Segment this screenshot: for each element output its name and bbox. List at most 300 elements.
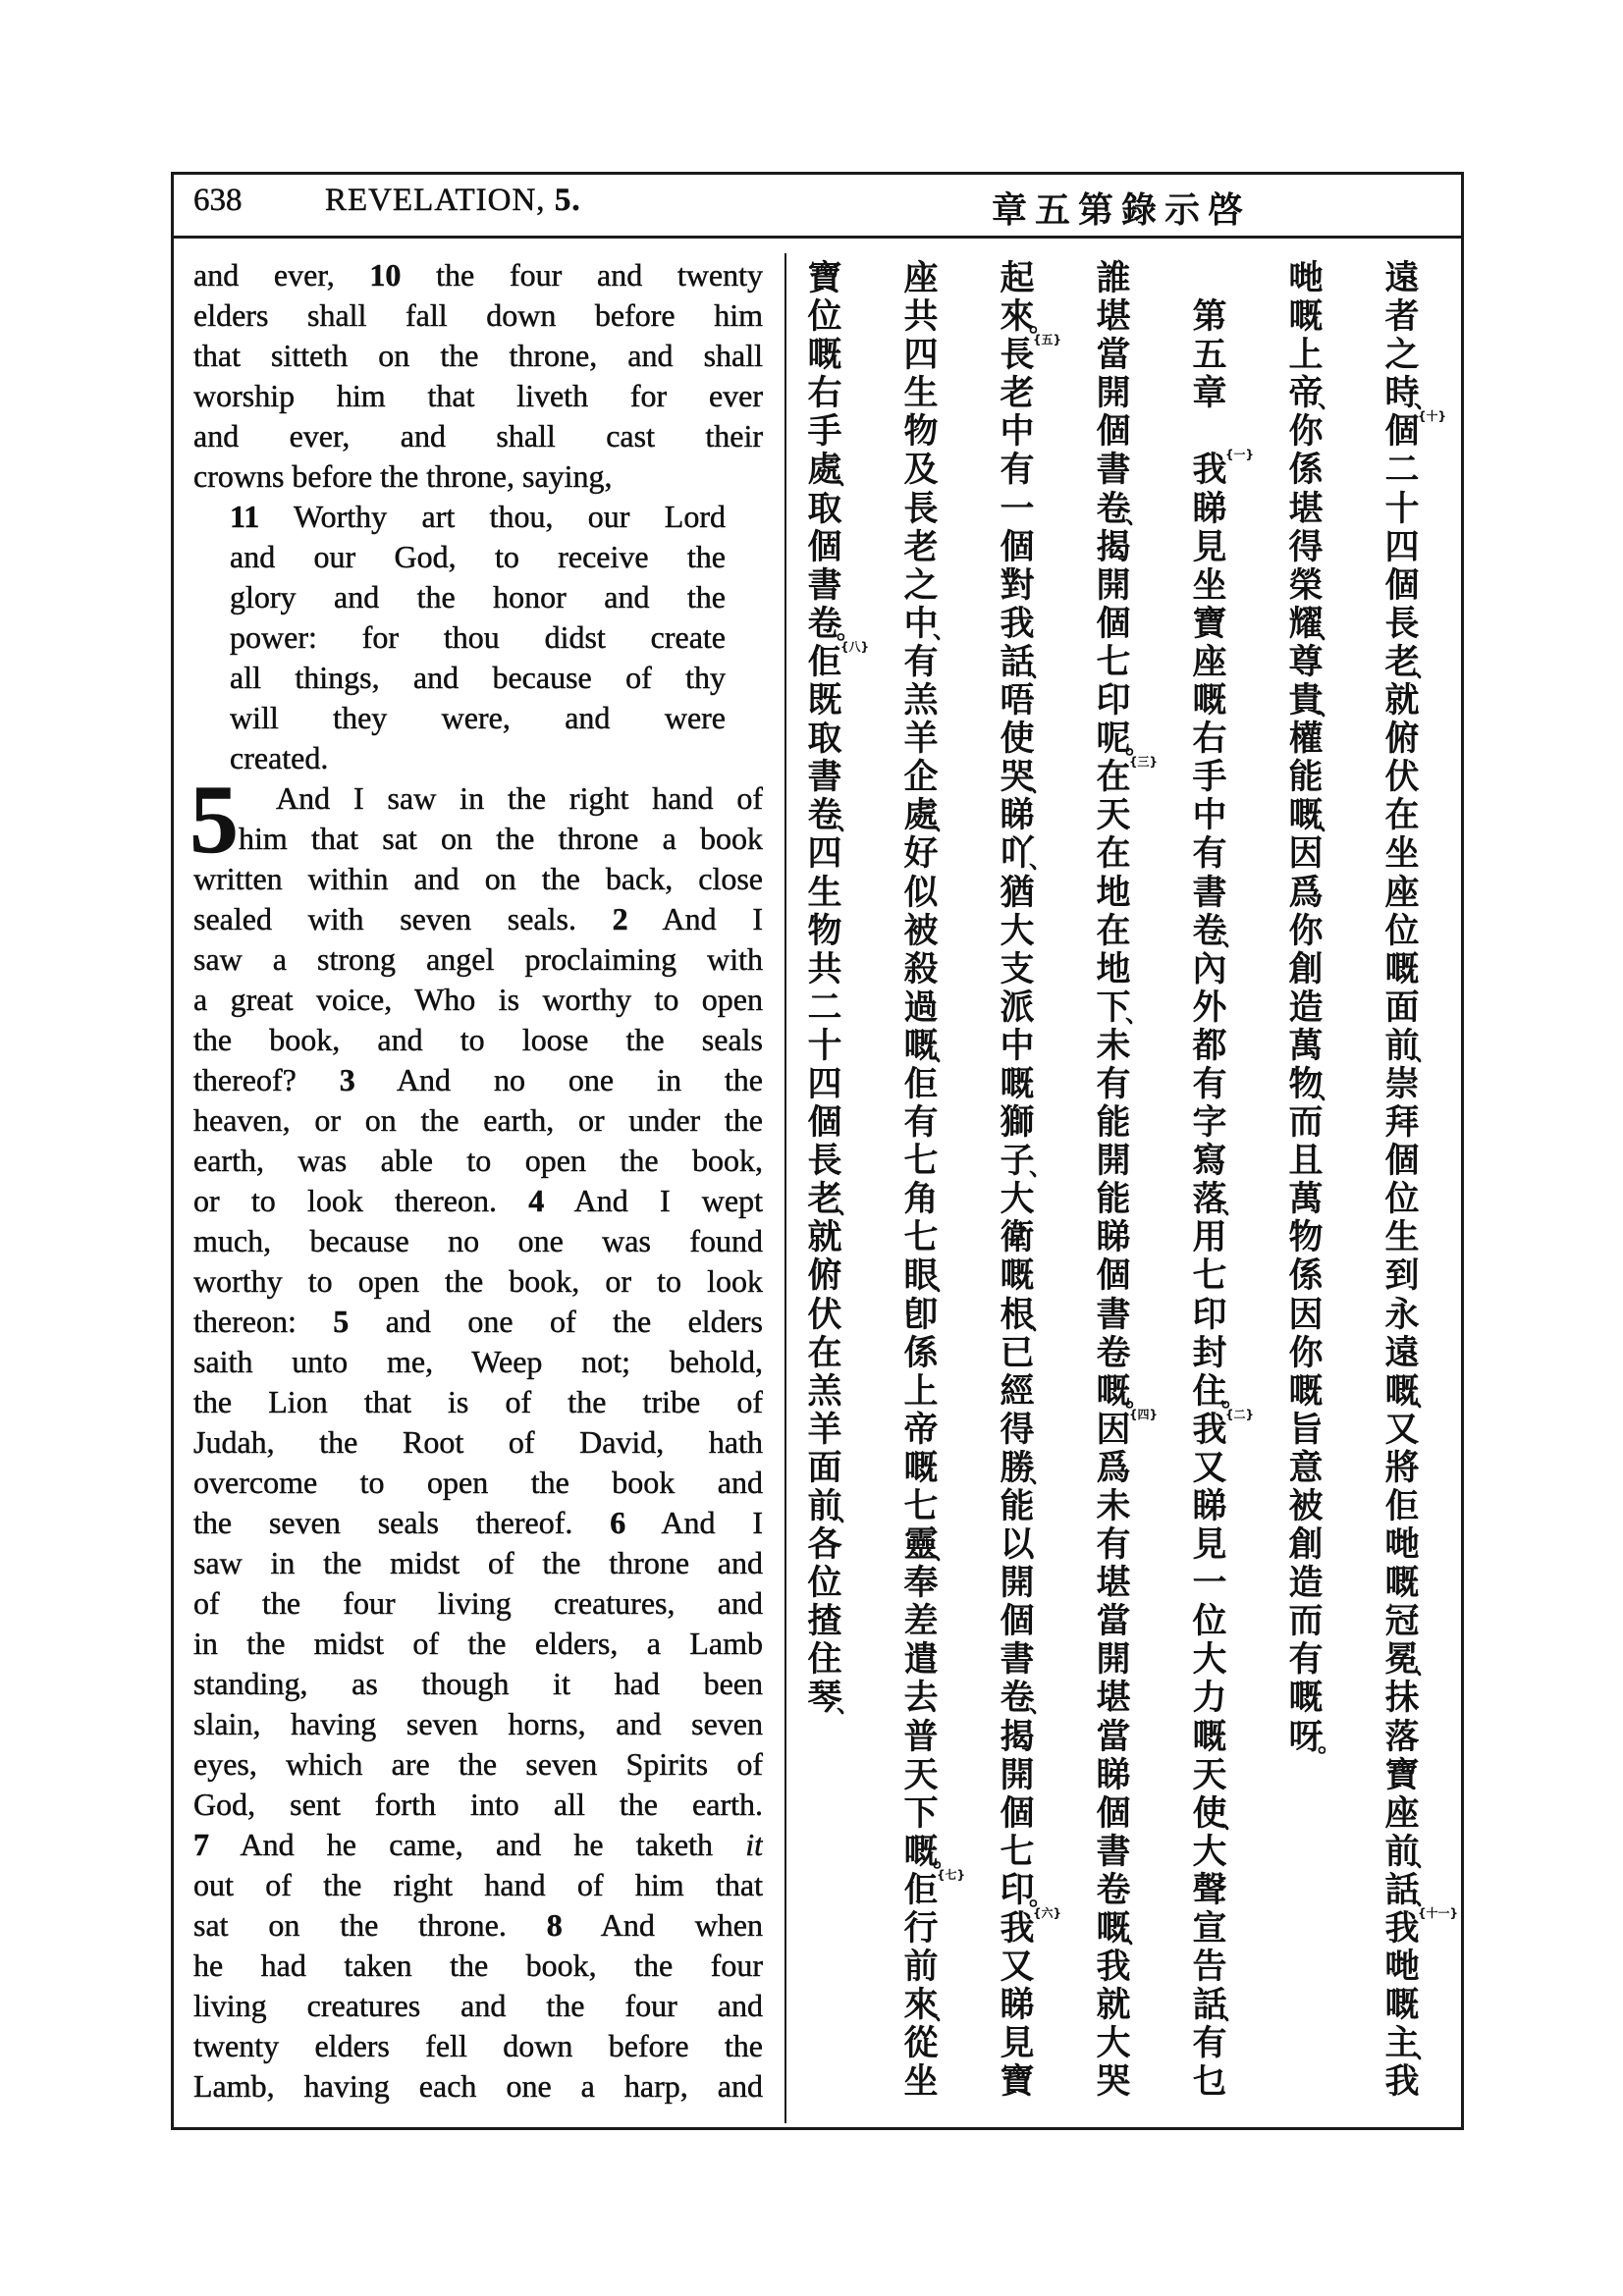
chinese-char [1092, 1407, 1159, 1450]
chinese-char [803, 375, 846, 413]
char-glyph: 造 [1288, 1564, 1324, 1604]
char-glyph: 告 [1192, 1948, 1227, 1988]
chinese-char [1188, 1335, 1231, 1373]
char-glyph: 創 [1288, 949, 1324, 989]
chinese-char [996, 951, 1039, 989]
chinese-char [803, 1180, 860, 1220]
chinese-char [1092, 1219, 1135, 1257]
char-glyph: 佢 [903, 1064, 939, 1104]
char-glyph: 坐 [1384, 834, 1420, 875]
chinese-char [1188, 448, 1255, 491]
char-glyph: 話 [1000, 642, 1035, 682]
char-glyph: 嘅 [1384, 949, 1420, 989]
char-glyph: 得 [1288, 527, 1324, 567]
char-glyph: 似 [903, 873, 939, 913]
char-glyph: 有 [1192, 834, 1227, 875]
full-stop-mark: 。 [1029, 309, 1053, 338]
chinese-char [1188, 1066, 1231, 1104]
char-glyph: 使 [1000, 720, 1035, 760]
chinese-char [996, 721, 1039, 759]
chinese-char [1380, 491, 1424, 529]
chinese-char [1380, 337, 1424, 375]
char-glyph: 處 [807, 451, 842, 491]
chinese-char [899, 796, 956, 836]
char-glyph: 上 [903, 1371, 939, 1412]
char-glyph: 到 [1384, 1256, 1420, 1297]
char-glyph: 當 [1096, 336, 1131, 376]
text-line [193, 980, 763, 1020]
char-glyph: 揭 [1000, 1717, 1035, 1757]
chinese-char [1284, 1335, 1327, 1373]
char-glyph: 就 [1384, 681, 1420, 721]
char-glyph: 既 [807, 681, 842, 721]
char-glyph: 冕 [1384, 1640, 1420, 1681]
frame-right-rule [1461, 172, 1464, 2130]
char-glyph: 我 [1000, 1909, 1035, 1949]
full-stop-mark: 。 [1318, 1729, 1341, 1757]
chinese-char [1380, 1219, 1424, 1257]
comma-mark: 、 [837, 1192, 860, 1220]
chinese-char [1092, 1450, 1135, 1488]
char-glyph: 帝 [1288, 374, 1324, 414]
chinese-char [899, 529, 943, 567]
char-glyph: 生 [1384, 1218, 1420, 1258]
char-glyph: 未 [1096, 1026, 1131, 1066]
text-line [193, 1664, 763, 1704]
char-glyph: 個 [807, 1103, 842, 1144]
text-run: that sitteth on the throne, and shall [193, 338, 763, 373]
chinese-char [996, 491, 1039, 529]
chinese-char [899, 1297, 943, 1335]
comma-mark: 、 [933, 808, 956, 836]
chinese-char [1188, 1910, 1231, 1949]
chinese-char [899, 951, 943, 989]
chinese-char [996, 567, 1039, 606]
char-glyph: 物 [807, 911, 842, 951]
char-glyph: 見 [1000, 2024, 1035, 2064]
chinese-char [996, 333, 1062, 376]
char-glyph: 睇 [1000, 1986, 1035, 2026]
chinese-char [1092, 375, 1135, 413]
text-line [193, 1261, 763, 1302]
chinese-char [1188, 911, 1245, 951]
italic-word: it [745, 1827, 763, 1862]
char-glyph: 佢 [903, 1870, 939, 1910]
chinese-char [1092, 1181, 1135, 1219]
char-glyph: 個 [1384, 565, 1420, 606]
chinese-char [1092, 1066, 1135, 1104]
chinese-char [1188, 2025, 1231, 2063]
char-glyph: 羊 [903, 720, 939, 760]
chinese-char [1284, 1526, 1327, 1565]
chinese-char [996, 1104, 1039, 1143]
char-glyph: 嘅 [1288, 1679, 1324, 1719]
char-glyph: 因 [1288, 1295, 1324, 1335]
chinese-char [899, 1256, 956, 1297]
char-glyph: 我 [1384, 1909, 1420, 1949]
text-line [193, 1302, 763, 1342]
chinese-char [996, 529, 1039, 567]
char-glyph: 在 [1096, 911, 1131, 951]
comma-mark: 、 [933, 1537, 956, 1566]
char-glyph: 話 [1384, 1870, 1420, 1910]
text-line [193, 1986, 763, 2026]
chinese-char [899, 298, 943, 337]
chinese-char [1092, 682, 1135, 721]
comma-mark: 、 [1414, 1882, 1437, 1910]
verse-number: {四} [1129, 1407, 1159, 1421]
chinese-char [803, 298, 846, 337]
text-run: in the midst of the elders, a Lamb [193, 1626, 763, 1661]
char-glyph: 尊 [1288, 642, 1324, 682]
chinese-char [1092, 1987, 1135, 2025]
chinese-char [1188, 1641, 1231, 1680]
chinese-char [899, 1986, 956, 2026]
char-glyph: 又 [1384, 1410, 1420, 1450]
chinese-char [803, 1603, 846, 1641]
comma-mark: 、 [1221, 1192, 1245, 1220]
text-run: Judah, the Root of David, hath [193, 1424, 763, 1460]
chinese-char [899, 567, 943, 606]
char-glyph: 右 [1192, 720, 1227, 760]
chinese-char [1284, 1028, 1327, 1066]
text-run: will they were, and were [230, 700, 726, 735]
comma-mark: 、 [1414, 654, 1437, 682]
chinese-char [1284, 989, 1327, 1028]
char-glyph: 卽 [903, 1295, 939, 1335]
chinese-char [803, 1487, 860, 1526]
chapter-heading-char [1188, 337, 1231, 375]
char-glyph: 從 [903, 2024, 939, 2064]
chinese-char [803, 1104, 846, 1143]
char-glyph: 奉 [903, 1564, 939, 1604]
text-run: And I [625, 1505, 763, 1540]
char-glyph: 嘅 [1096, 1909, 1131, 1949]
char-glyph: 書 [807, 758, 842, 798]
text-run: And I wept [544, 1183, 763, 1218]
chinese-char [1284, 644, 1327, 682]
chinese-char [1092, 720, 1149, 760]
text-run: out of the right hand of him that [193, 1867, 763, 1902]
chinese-char [803, 875, 846, 913]
text-run: sealed with seven seals. [193, 901, 613, 936]
text-line [193, 1100, 763, 1141]
chinese-char [1092, 1757, 1135, 1795]
text-run: heaven, or on the earth, or under the [193, 1102, 763, 1138]
char-glyph: 抺 [1384, 1679, 1420, 1719]
chinese-char [899, 1867, 966, 1910]
char-glyph: 之 [1384, 336, 1420, 376]
chinese-char [1092, 1719, 1135, 1757]
text-line [193, 255, 763, 295]
chinese-char [1380, 1949, 1424, 1987]
text-run: saw in the midst of the throne and [193, 1545, 763, 1580]
char-glyph: 旨 [1288, 1410, 1324, 1450]
text-line [193, 899, 763, 939]
char-glyph: 獅 [1000, 1103, 1035, 1144]
char-glyph: 聲 [1192, 1870, 1227, 1910]
char-glyph: 前 [807, 1487, 842, 1526]
char-glyph: 處 [903, 796, 939, 836]
text-run: worship him that liveth for ever [193, 378, 763, 413]
text-line [193, 1463, 763, 1503]
chinese-char [1380, 1488, 1424, 1526]
char-glyph: 使 [1192, 1793, 1227, 1834]
chinese-char [1284, 1373, 1327, 1412]
chinese-char [1380, 1412, 1424, 1450]
char-glyph: 內 [1192, 949, 1227, 989]
chinese-char [1188, 875, 1231, 913]
char-glyph: 因 [1096, 1410, 1131, 1450]
char-glyph: 又 [1000, 1948, 1035, 1988]
chinese-char [996, 797, 1039, 835]
char-glyph: 十 [807, 1026, 842, 1066]
char-glyph: 章 [1192, 374, 1227, 414]
text-run: And no one in the [354, 1062, 763, 1097]
char-glyph: 位 [807, 1564, 842, 1604]
char-glyph: 個 [1000, 1793, 1035, 1834]
char-glyph: 主 [1384, 2024, 1420, 2064]
chinese-char [1188, 989, 1231, 1028]
chinese-char [1188, 1219, 1231, 1257]
char-glyph: 卷 [1096, 489, 1131, 529]
char-glyph: 吖 [1000, 834, 1035, 875]
comma-mark: 、 [1221, 1805, 1245, 1834]
char-glyph: 書 [1096, 451, 1131, 491]
char-glyph: 你 [1288, 1333, 1324, 1373]
char-glyph: 書 [1096, 1832, 1131, 1872]
char-glyph: 子 [1000, 1142, 1035, 1182]
comma-mark: 、 [1029, 846, 1053, 875]
comma-mark: 、 [1125, 501, 1149, 529]
char-glyph: 堪 [1096, 1679, 1131, 1719]
chinese-char [899, 913, 943, 951]
char-glyph: 中 [1192, 796, 1227, 836]
chinese-char [996, 1641, 1039, 1680]
verse-number: 8 [546, 1907, 563, 1943]
char-glyph: 我 [1192, 1410, 1227, 1450]
comma-mark: 、 [933, 1268, 956, 1297]
text-run: living creatures and the four and [193, 1988, 763, 2023]
char-glyph: 有 [1288, 1640, 1324, 1681]
chinese-char [1380, 1257, 1424, 1296]
chinese-char [996, 2025, 1039, 2063]
char-glyph: 俯 [1384, 720, 1420, 760]
chinese-char [1092, 529, 1135, 567]
char-glyph: 七 [903, 1142, 939, 1182]
comma-mark: 、 [1318, 808, 1341, 836]
chinese-char [803, 1066, 846, 1104]
verse-number: {二} [1225, 1407, 1255, 1421]
chinese-char [996, 834, 1053, 875]
chinese-char [803, 1028, 846, 1066]
char-glyph: 七 [1192, 1256, 1227, 1297]
chinese-char [1188, 1526, 1231, 1565]
char-glyph: 係 [903, 1333, 939, 1373]
char-glyph: 物 [1288, 1064, 1324, 1104]
char-glyph: 就 [807, 1218, 842, 1258]
chinese-char [1092, 1872, 1135, 1910]
char-glyph: 七 [1096, 642, 1131, 682]
chinese-char [1284, 413, 1327, 452]
char-glyph: 睇 [1096, 1755, 1131, 1795]
char-glyph: 伏 [807, 1295, 842, 1335]
chinese-char [899, 337, 943, 375]
chinese-char [803, 835, 846, 874]
text-line [193, 778, 763, 819]
char-glyph: 已 [1000, 1333, 1035, 1373]
chinese-char [1380, 1335, 1424, 1373]
char-glyph: 長 [1000, 336, 1035, 376]
char-glyph: 行 [903, 1909, 939, 1949]
char-glyph: 中 [1000, 412, 1035, 453]
text-line [193, 1785, 763, 1825]
char-glyph: 揭 [1096, 527, 1131, 567]
char-glyph: 開 [1000, 1755, 1035, 1795]
chinese-char [996, 1795, 1039, 1834]
char-glyph: 得 [1000, 1410, 1035, 1450]
char-glyph: 座 [903, 259, 939, 298]
chinese-char [899, 375, 943, 413]
chinese-char [1188, 1407, 1255, 1450]
char-glyph: 四 [807, 834, 842, 875]
char-glyph: 造 [1288, 988, 1324, 1028]
chinese-char [1284, 875, 1327, 913]
chinese-char [899, 1795, 943, 1834]
chinese-char [803, 639, 870, 682]
chinese-char [803, 1297, 846, 1335]
char-glyph: 住 [1192, 1371, 1227, 1412]
chinese-char [803, 1143, 846, 1181]
comma-mark: 、 [837, 1690, 860, 1719]
chinese-char [899, 1373, 943, 1412]
char-glyph: 寶 [1192, 604, 1227, 644]
chinese-column [803, 259, 870, 1719]
chinese-char [996, 1142, 1053, 1182]
chinese-char [1188, 797, 1231, 835]
char-glyph: 書 [1096, 1295, 1131, 1335]
chinese-char [996, 758, 1053, 798]
char-glyph: 伏 [1384, 758, 1420, 798]
text-run: much, because no one was found [193, 1223, 763, 1258]
chinese-char [899, 1450, 943, 1488]
char-glyph: 去 [903, 1679, 939, 1719]
chinese-char [1284, 529, 1327, 567]
text-line [193, 2066, 763, 2107]
chinese-char [1092, 988, 1149, 1028]
char-glyph: 當 [1096, 1602, 1131, 1642]
char-glyph: 衛 [1000, 1218, 1035, 1258]
char-glyph: 二 [1384, 451, 1420, 491]
char-glyph: 唔 [1000, 681, 1035, 721]
char-glyph: 普 [903, 1717, 939, 1757]
chinese-char [1284, 1412, 1327, 1450]
char-glyph: 我 [1384, 2062, 1420, 2103]
char-glyph: 四 [807, 1064, 842, 1104]
char-glyph: 者 [1384, 297, 1420, 338]
text-run: standing, as though it had been [193, 1666, 763, 1701]
chinese-char [996, 1603, 1039, 1641]
char-glyph: 我 [1000, 604, 1035, 644]
comma-mark: 、 [1318, 615, 1341, 644]
char-glyph: 且 [1288, 1142, 1324, 1182]
chinese-char [1380, 1795, 1424, 1834]
char-glyph: 封 [1192, 1333, 1227, 1373]
char-glyph: 話 [1192, 1986, 1227, 2026]
chinese-char [1092, 606, 1135, 644]
chinese-char [1380, 529, 1424, 567]
char-glyph: 及 [903, 451, 939, 491]
char-glyph: 哋 [1288, 259, 1324, 298]
char-glyph: 嘅 [1384, 1371, 1420, 1412]
char-glyph: 手 [1192, 758, 1227, 798]
char-glyph: 都 [1192, 1026, 1227, 1066]
char-glyph: 有 [1192, 1064, 1227, 1104]
chinese-char [899, 1066, 943, 1104]
char-glyph: 堪 [1288, 489, 1324, 529]
chinese-char [1092, 1028, 1135, 1066]
char-glyph: 一 [1000, 489, 1035, 529]
comma-mark: 、 [1029, 1690, 1053, 1719]
comma-mark: 、 [933, 1038, 956, 1066]
char-glyph: 嘅 [807, 336, 842, 376]
char-glyph: 嘅 [1384, 1564, 1420, 1604]
chinese-char [1284, 1565, 1327, 1603]
chinese-char [899, 260, 943, 298]
char-glyph: 生 [807, 873, 842, 913]
chinese-char [899, 1719, 943, 1757]
chinese-char [1284, 1680, 1327, 1718]
chinese-char [1380, 1371, 1437, 1412]
char-glyph: 佢 [1384, 1487, 1420, 1526]
chinese-char [1092, 755, 1159, 798]
chinese-char [1188, 1257, 1231, 1296]
chinese-char [996, 260, 1039, 298]
char-glyph: 印 [1192, 1295, 1227, 1335]
chinese-char [899, 1757, 943, 1795]
char-glyph: 坐 [1192, 565, 1227, 606]
char-glyph: 爲 [1288, 873, 1324, 913]
chinese-char [1092, 260, 1135, 298]
text-line [193, 1422, 763, 1463]
chinese-char [899, 604, 956, 644]
char-glyph: 能 [1096, 1180, 1131, 1220]
text-line [230, 617, 726, 658]
char-glyph: 哋 [1384, 1525, 1420, 1566]
comma-mark: 、 [933, 615, 956, 644]
char-glyph: 下 [1096, 988, 1131, 1028]
char-glyph: 有 [1096, 1525, 1131, 1566]
text-line [193, 1543, 763, 1583]
char-glyph: 羔 [903, 681, 939, 721]
text-line [193, 1865, 763, 1905]
comma-mark: 、 [1318, 1076, 1341, 1104]
chinese-char [1284, 1603, 1327, 1641]
chinese-char [1284, 1143, 1327, 1181]
text-line [193, 1141, 763, 1181]
char-glyph: 佢 [807, 642, 842, 682]
chinese-char [1380, 606, 1424, 644]
chinese-char [1092, 1834, 1135, 1872]
char-glyph: 差 [903, 1602, 939, 1642]
char-glyph: 手 [807, 412, 842, 453]
chinese-char [996, 1565, 1039, 1603]
chinese-char [1188, 2063, 1231, 2102]
char-glyph: 面 [807, 1448, 842, 1488]
char-glyph: 有 [903, 642, 939, 682]
chinese-char [1284, 681, 1341, 721]
char-glyph: 崇 [1384, 1064, 1420, 1104]
